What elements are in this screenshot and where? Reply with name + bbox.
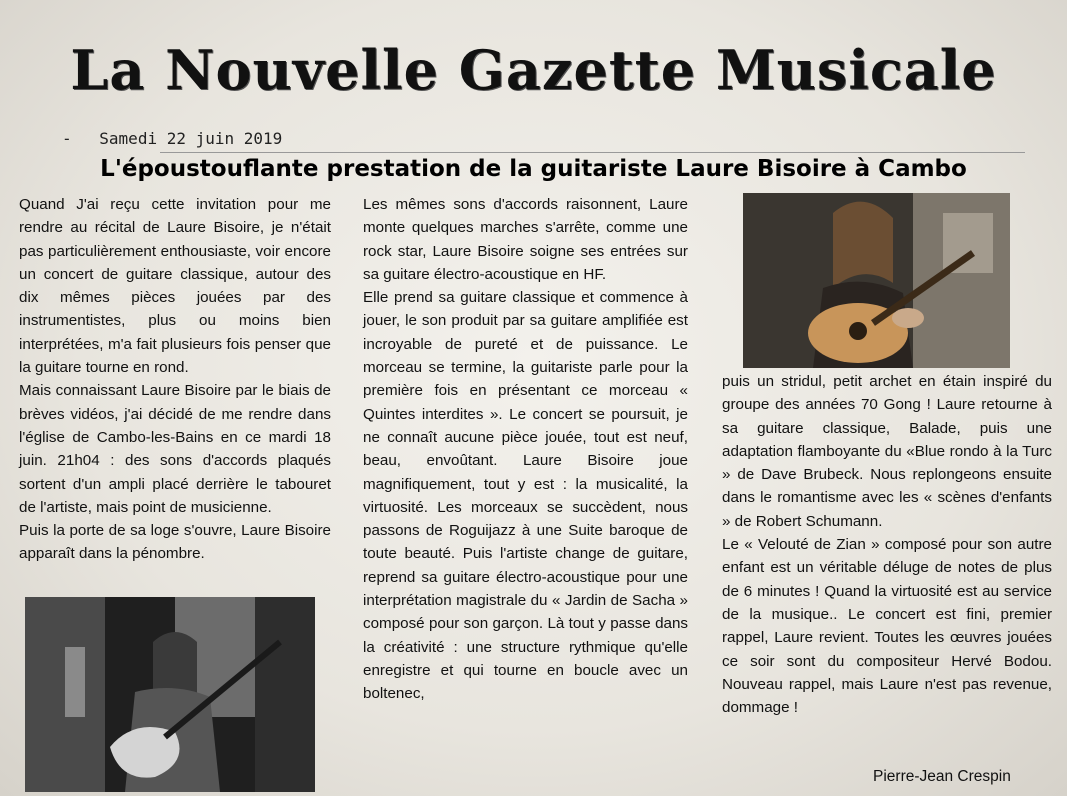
paragraph: Quand J'ai reçu cette invitation pour me rendre au récital de Laure Bisoire, je n'était pas particulièrement enthousiaste, voir encore un concert de guitare classique, autour des dix mêmes pièces jouées par des instrumentistes, plus ou moins bien interprétées, m'a fait plusieurs fois penser que la guitare tourne en rond.: [19, 196, 331, 377]
paragraph: puis un stridul, petit archet en étain inspiré du groupe des années 70 Gong ! Laure retourne à sa guitare classique, Balade, puis une adaptation flamboyante du «Blue rondo à la Turc » de Dave Brubeck. Nous replongeons ensuite dans le romantisme avec les « scènes d'enfants » de Robert Schumann.: [722, 373, 1052, 530]
article-column-3: [722, 370, 1052, 719]
paragraph: Mais connaissant Laure Bisoire par le biais de brèves vidéos, j'ai décidé de me rendre dans l'église de Cambo-les-Bains en ce mardi 18 juin. 21h04 : des sons d'accords plaqués sortent d'un ampli placé derrière le tabouret de l'artiste, mais point de musicienne.: [19, 382, 331, 516]
dateline: [62, 129, 282, 148]
photo-guitarist-electro: [25, 597, 315, 792]
photo-electro-illustration: [25, 597, 315, 792]
article-headline: L'époustouflante prestation de la guitariste Laure Bisoire à Cambo: [100, 156, 967, 182]
newspaper-masthead: La Nouvelle Gazette Musicale: [70, 38, 997, 102]
paragraph: Elle prend sa guitare classique et commence à jouer, le son produit par sa guitare amplifiée est incroyable de pureté et de puissance. Le morceau se termine, la guitariste parle pour la première fois en présentant ce morceau « Quintes interdites ». Le concert se poursuit, je ne connaît aucune pièce jouée, tout est neuf, beau, envoûtant. Laure Bisoire joue magnifiquement, tout y est : la musicalité, la virtuosité. Les morceaux se succèdent, nous passons de Roguijazz à une Suite baroque de toute beauté. Puis l'artiste change de guitare, reprend sa guitare électro-acoustique pour une interprétation magistrale du « Jardin de Sacha » composé pour son garçon. Là tout y passe dans la créativité : une structure rythmique qu'elle enregistre et qui tourne en boucle avec un boltenec,: [363, 289, 688, 703]
paragraph: Les mêmes sons d'accords raisonnent, Laure monte quelques marches s'arrête, comme une rock star, Laure Bisoire soigne ses entrées sur sa guitare électro-acoustique en HF.: [363, 196, 688, 283]
dateline-dash: -: [62, 129, 72, 148]
article-column-2: [363, 193, 688, 706]
photo-classical-illustration: [743, 193, 1010, 368]
publication-date: Samedi 22 juin 2019: [99, 129, 283, 148]
paragraph: Puis la porte de sa loge s'ouvre, Laure Bisoire apparaît dans la pénombre.: [19, 522, 331, 563]
author-signature: Pierre-Jean Crespin: [873, 768, 1011, 785]
paragraph: Le « Velouté de Zian » composé pour son autre enfant est un véritable déluge de notes de plus de 6 minutes ! Quand la virtuosité est au service de la musique.. Le concert est fini, premier rappel, Laure revient. Toutes les œuvres jouées ce soir sont du compositeur Hervé Bodou. Nouveau rappel, mais Laure n'est pas revenue, dommage !: [722, 536, 1052, 717]
article-column-1: [19, 193, 331, 566]
header-rule: [160, 152, 1025, 153]
photo-guitarist-classical: [743, 193, 1010, 368]
